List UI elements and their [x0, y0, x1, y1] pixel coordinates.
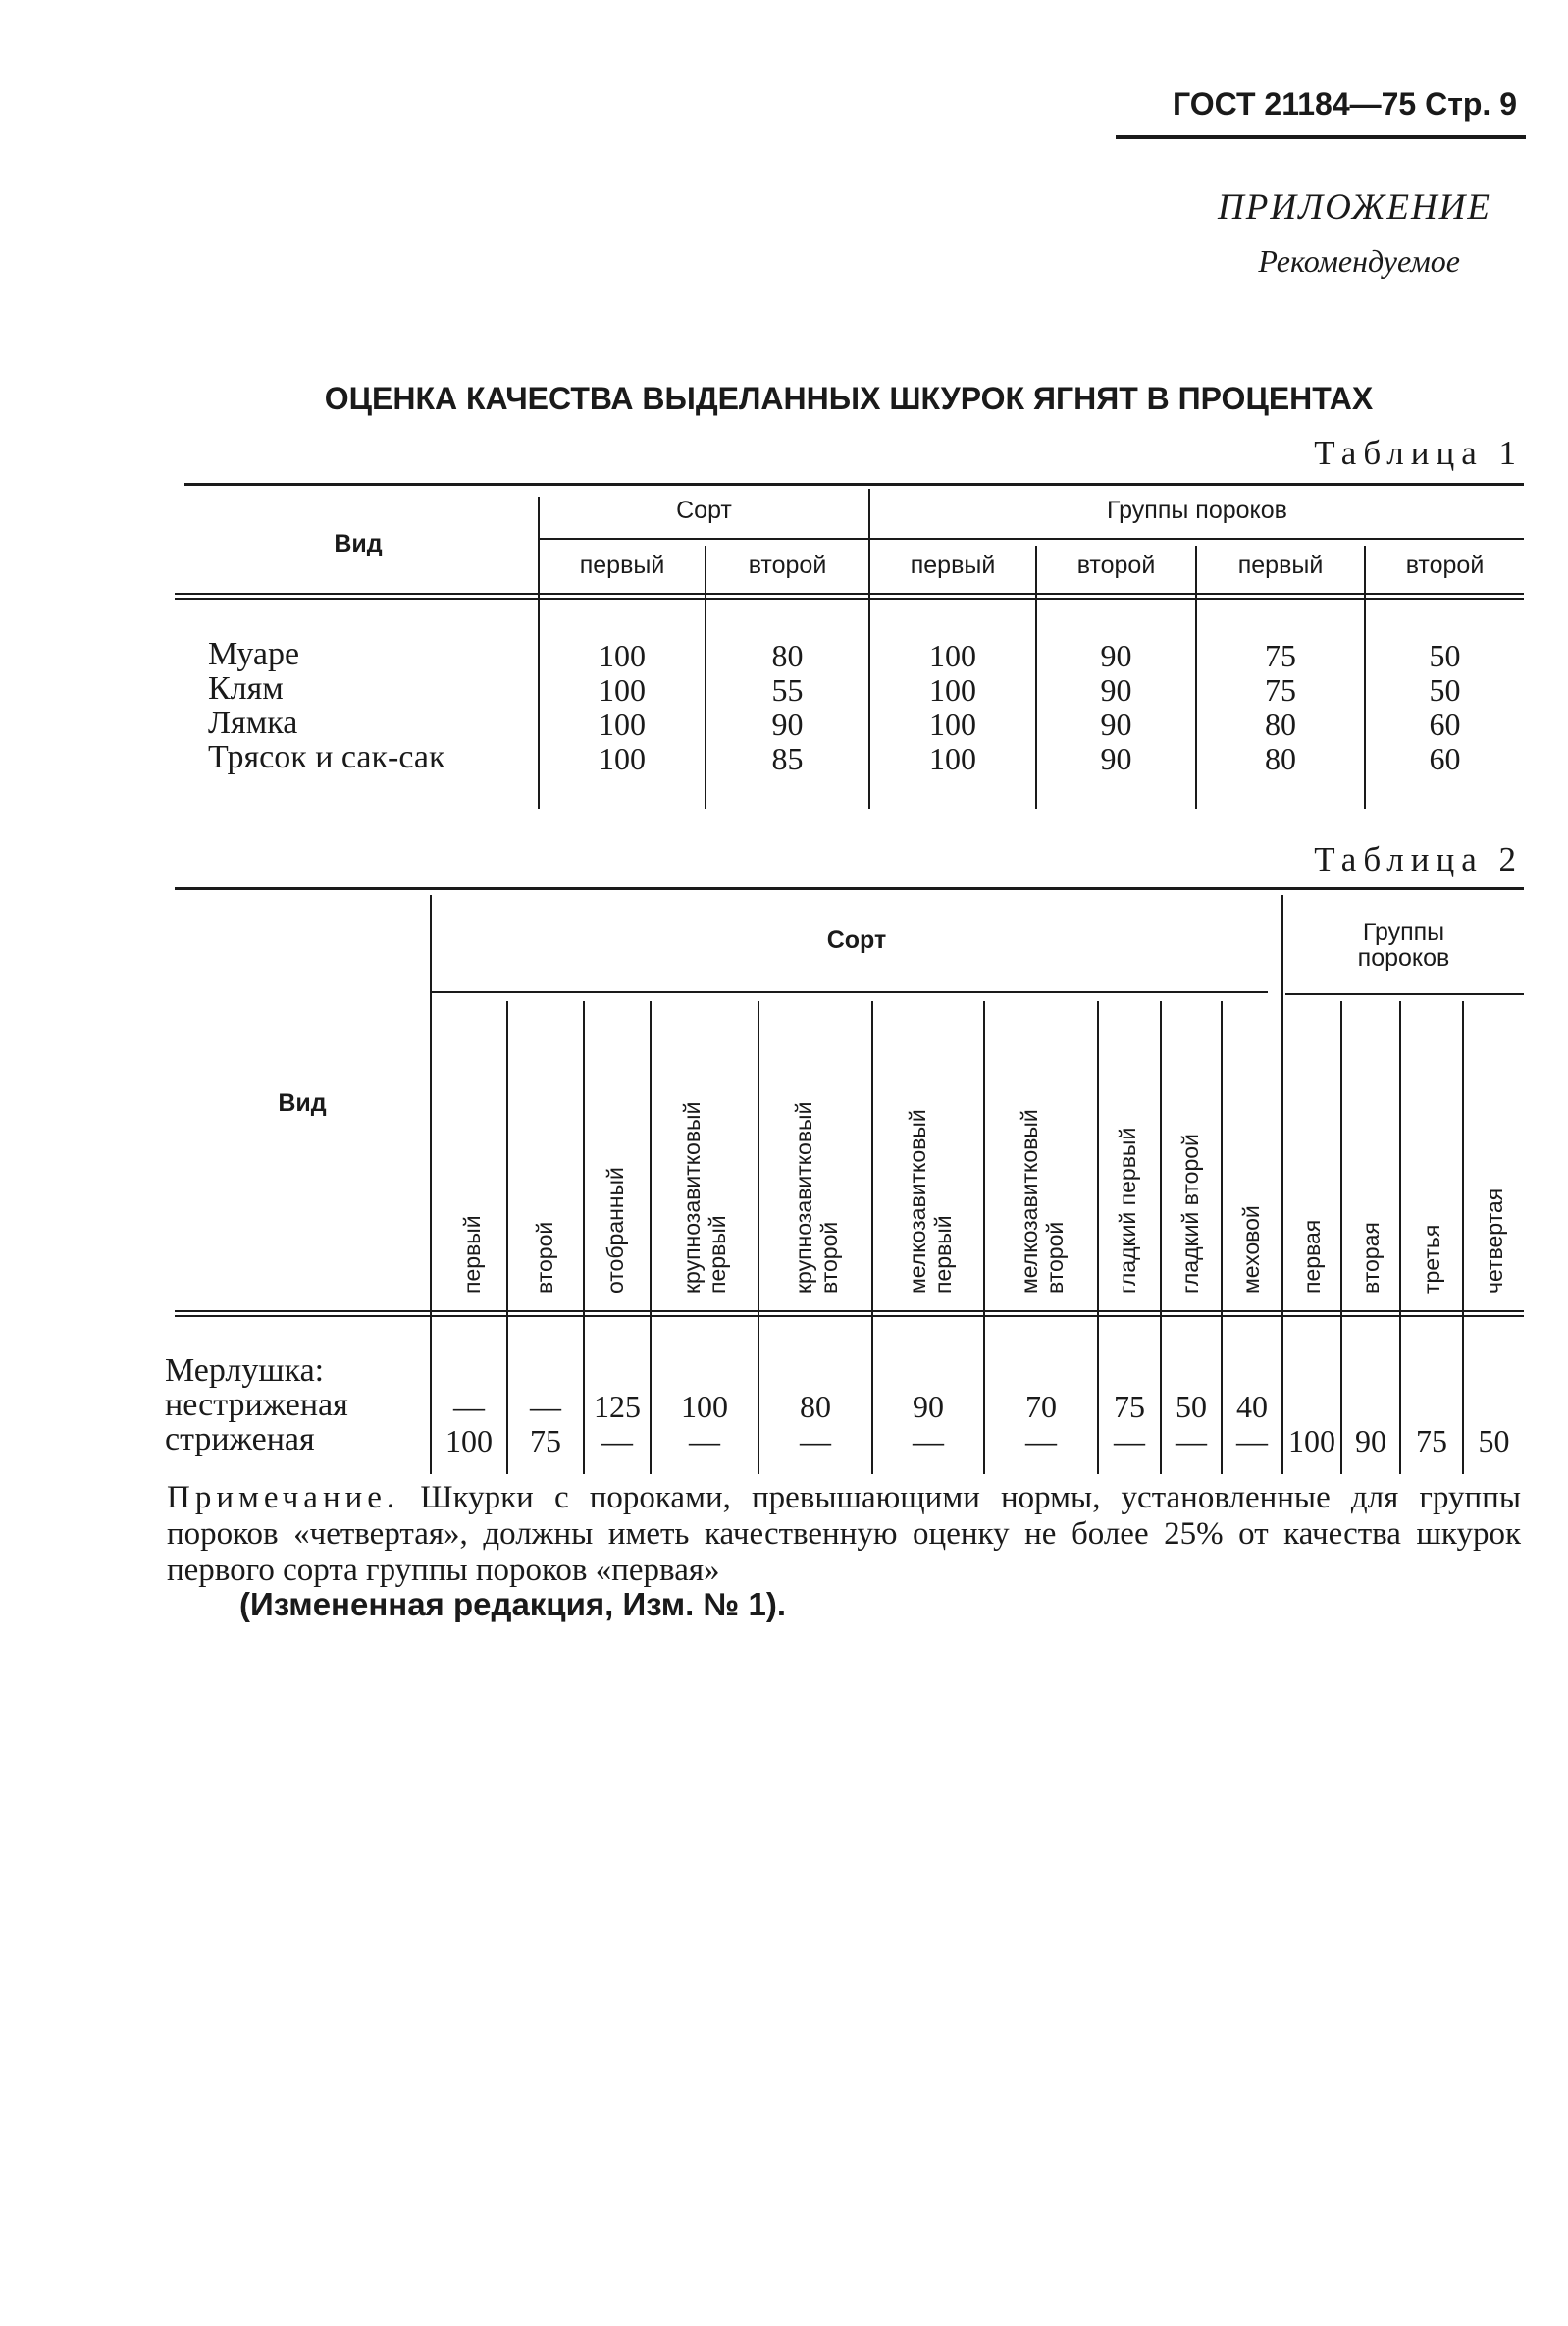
table2-col-header: первая	[1299, 1219, 1325, 1294]
table1-subheader: первый	[579, 552, 665, 579]
table1-cell: 100	[599, 672, 646, 708]
table2-cell: —	[800, 1423, 831, 1458]
table2-col-header: крупнозавитковый первый	[679, 1101, 731, 1294]
table2-col-header: гладкий второй	[1177, 1134, 1203, 1294]
table2-cell: —	[913, 1423, 944, 1458]
table1-cell: 100	[929, 672, 976, 708]
table2-col-header: мелкозавитковый первый	[905, 1109, 957, 1294]
appendix-subtitle: Рекомендуемое	[1258, 243, 1460, 279]
table2-cell: 125	[594, 1389, 641, 1424]
table2-cell: —	[1236, 1423, 1268, 1458]
table1-cell: 75	[1265, 672, 1296, 708]
table1-group-rule	[863, 538, 1524, 540]
table2-cell: 70	[1025, 1389, 1057, 1424]
table1-sort-rule	[538, 538, 863, 540]
table2-cell: 75	[1114, 1389, 1145, 1424]
table1-head-rule-b	[175, 598, 1524, 600]
note-prefix: Примечание.	[167, 1480, 400, 1515]
table1-cell: 100	[599, 638, 646, 673]
table2-cell: 100	[445, 1423, 493, 1458]
header-rule	[1116, 135, 1526, 139]
table2-cell: 75	[1416, 1423, 1447, 1458]
table1-cell: 90	[1100, 672, 1132, 708]
table2-col-header: мелкозавитковый второй	[1017, 1109, 1069, 1294]
table2-cell: —	[1176, 1423, 1207, 1458]
table2-groups-header-1: Группы	[1362, 919, 1445, 946]
table2-col-header: четвертая	[1482, 1188, 1507, 1294]
table1-cell: 100	[929, 638, 976, 673]
table2-cell: —	[530, 1389, 561, 1424]
table2-sort-header: Сорт	[826, 926, 887, 954]
table1-cell: 55	[771, 672, 804, 708]
note-edition: (Измененная редакция, Изм. № 1).	[239, 1586, 786, 1622]
table2-sort-rule	[432, 991, 1268, 993]
table1-cell: 100	[929, 707, 976, 742]
table1-subheader: второй	[748, 552, 827, 579]
table2-groups-header-2: пороков	[1357, 944, 1450, 972]
note-paragraph	[167, 1480, 1521, 1589]
table1-cell: 75	[1265, 638, 1296, 673]
table2-cell: 50	[1478, 1423, 1510, 1458]
table2-vrule	[430, 895, 432, 1474]
table2-vid-header: Вид	[278, 1089, 327, 1117]
table1-cell: 90	[771, 707, 804, 742]
table2-vrule	[1281, 895, 1283, 1474]
table1-sort-header: Сорт	[676, 497, 732, 524]
table1-subheader: первый	[1237, 552, 1324, 579]
table1-cell: 80	[1265, 707, 1296, 742]
table1-cell: 90	[1100, 707, 1132, 742]
table2-cell: —	[1114, 1423, 1145, 1458]
table1-cell: 60	[1429, 707, 1461, 742]
table1-row-name: Трясок и сак-сак	[208, 739, 445, 775]
table2-group-rule	[1285, 993, 1524, 995]
table2-cell: —	[453, 1389, 485, 1424]
table2-cell: —	[1025, 1423, 1057, 1458]
table2-cell: —	[601, 1423, 633, 1458]
appendix-title: ПРИЛОЖЕНИЕ	[1218, 187, 1491, 228]
table1-subheader: второй	[1076, 552, 1156, 579]
table1-row-name: Муаре	[208, 636, 300, 672]
table1-cell: 80	[1265, 741, 1296, 776]
table2-cell: 80	[800, 1389, 831, 1424]
table1-cell: 90	[1100, 638, 1132, 673]
table2-cell: —	[689, 1423, 720, 1458]
table2-vrule	[1462, 1001, 1464, 1474]
note-text: Шкурки с пороками, превышающими нормы, установленные для группы пороков «четвертая», должны иметь качественную оценку не более 25% от качества шкурок первого сорта группы пороков «первая»	[167, 1480, 1522, 1588]
table2-col-header: гладкий первый	[1115, 1127, 1140, 1294]
table2-vrule	[1340, 1001, 1342, 1474]
table1-row-name: Клям	[208, 670, 284, 707]
table1-subheader: второй	[1405, 552, 1485, 579]
table1-cell: 80	[771, 638, 804, 673]
table1-label: Таблица 1	[1314, 434, 1523, 472]
table2-cell: 90	[913, 1389, 944, 1424]
table1-head-rule-a	[175, 593, 1524, 595]
table2-head-rule-a	[175, 1310, 1524, 1312]
table2-col-header: третья	[1419, 1224, 1444, 1294]
table2-row-name: стриженая	[165, 1421, 315, 1457]
table2-cell: 90	[1355, 1423, 1386, 1458]
table1-subheader: первый	[910, 552, 996, 579]
table1-vid-header: Вид	[334, 530, 383, 557]
table1-cell: 85	[771, 741, 804, 776]
table1-cell: 100	[929, 741, 976, 776]
table2-cell: 40	[1236, 1389, 1268, 1424]
table2-col-header: второй	[532, 1221, 557, 1294]
table1-top-rule	[184, 483, 1524, 486]
table2-group-label: Мерлушка:	[165, 1352, 325, 1389]
page-header: ГОСТ 21184—75 Стр. 9	[1173, 86, 1517, 122]
table1-cell: 90	[1100, 741, 1132, 776]
table2-top-rule	[175, 887, 1524, 890]
table2-col-header: отобранный	[602, 1167, 628, 1294]
table2-col-header: крупнозавитковый второй	[791, 1101, 843, 1294]
table1-cell: 100	[599, 707, 646, 742]
table2-row-name: нестриженая	[165, 1387, 348, 1423]
table1-cell: 50	[1429, 638, 1461, 673]
table1-cell: 100	[599, 741, 646, 776]
table1-cell: 60	[1429, 741, 1461, 776]
table2-vrule	[1399, 1001, 1401, 1474]
table2-col-header: первый	[459, 1215, 485, 1294]
table1-cell: 50	[1429, 672, 1461, 708]
document-title: ОЦЕНКА КАЧЕСТВА ВЫДЕЛАННЫХ ШКУРОК ЯГНЯТ В ПРОЦЕНТАХ	[324, 381, 1374, 416]
table2-cell: 100	[1288, 1423, 1335, 1458]
table2-label: Таблица 2	[1314, 840, 1523, 878]
table2-cell: 50	[1176, 1389, 1207, 1424]
table2-cell: 100	[681, 1389, 728, 1424]
table1-groups-header: Группы пороков	[1107, 497, 1287, 524]
table2-col-header: вторая	[1358, 1222, 1384, 1294]
table2-head-rule-b	[175, 1315, 1524, 1317]
table2-cell: 75	[530, 1423, 561, 1458]
table1-row-name: Лямка	[208, 705, 298, 741]
table2-col-header: меховой	[1238, 1205, 1264, 1294]
